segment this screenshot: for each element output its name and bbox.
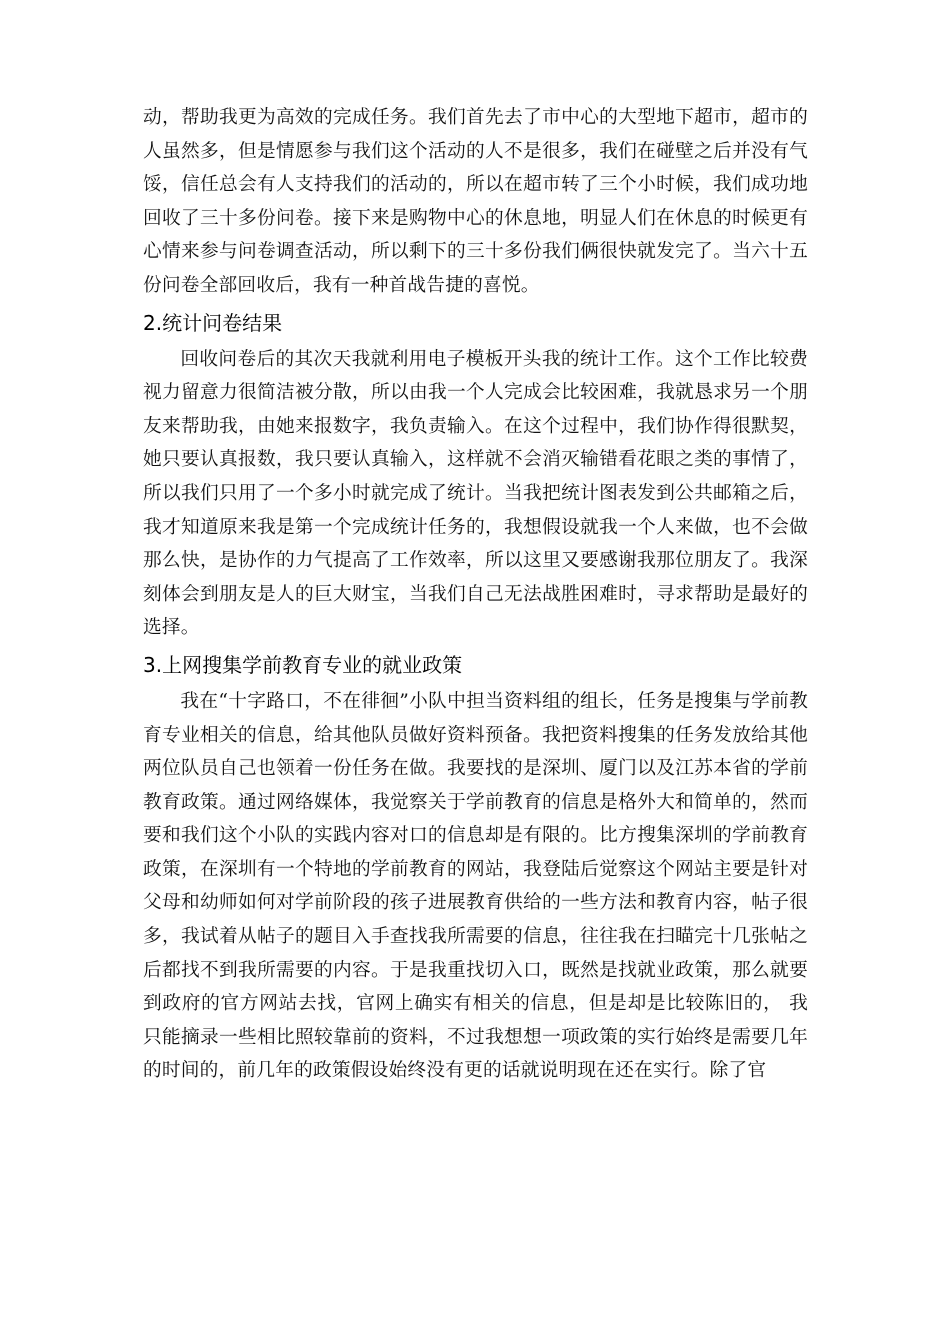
paragraph-1: 动，帮助我更为高效的完成任务。我们首先去了市中心的大型地下超市，超市的人虽然多，但是情愿参与我们这个活动的人不是很多，我们在碰壁之后并没有气馁，信任总会有人支持我们的活动的，所以在超市转了三个小时候，我们成功地回收了三十多份问卷。接下来是购物中心的休息地，明显人们在休息的时候更有心情来参与问卷调查活动，所以剩下的三十多份我们俩很快就发完了。当六十五份问卷全部回收后，我有一种首战告捷的喜悦。 [143, 107, 808, 296]
document-body [143, 101, 808, 1088]
paragraph-2: 回收问卷后的其次天我就利用电子模板开头我的统计工作。这个工作比较费视力留意力很简洁被分散，所以由我一个人完成会比较困难，我就恳求另一个朋友来帮助我，由她来报数字，我负责输入。在这个过程中，我们协作得很默契，她只要认真报数，我只要认真输入，这样就不会消灭输错看花眼之类的事情了，所以我们只用了一个多小时就完成了统计。当我把统计图表发到公共邮箱之后，我才知道原来我是第一个完成统计任务的，我想假设就我一个人来做，也不会做那么快，是协作的力气提高了工作效率，所以这里又要感谢我那位朋友了。我深刻体会到朋友是人的巨大财宝，当我们自己无法战胜困难时，寻求帮助是最好的选择。 [143, 348, 808, 639]
section-heading-3: 3.上网搜集学前教育专业的就业政策 [143, 652, 463, 677]
section-heading-2: 2.统计问卷结果 [143, 310, 283, 335]
paragraph-3: 我在“十字路口，不在徘徊”小队中担当资料组的组长，任务是搜集与学前教育专业相关的信息，给其他队员做好资料预备。我把资料搜集的任务发放给其他两位队员自己也领着一份任务在做。我要找的是深圳、厦门以及江苏本省的学前教育政策。通过网络媒体，我觉察关于学前教育的信息是格外大和简单的，然而要和我们这个小队的实践内容对口的信息却是有限的。比方搜集深圳的学前教育政策，在深圳有一个特地的学前教育的网站，我登陆后觉察这个网站主要是针对父母和幼师如何对学前阶段的孩子进展教育供给的一些方法和教育内容，帖子很多，我试着从帖子的题目入手查找我所需要的信息，往往我在扫瞄完十几张帖之后都找不到我所需要的内容。于是我重找切入口，既然是找就业政策，那么就要到政府的官方网站去找，官网上确实有相关的信息，但是却是比较陈旧的， 我只能摘录一些相比照较靠前的资料，不过我想想一项政策的实行始终是需要几年的时间的，前几年的政策假设始终没有更的话就说明现在还在实行。除了官 [143, 690, 808, 1082]
